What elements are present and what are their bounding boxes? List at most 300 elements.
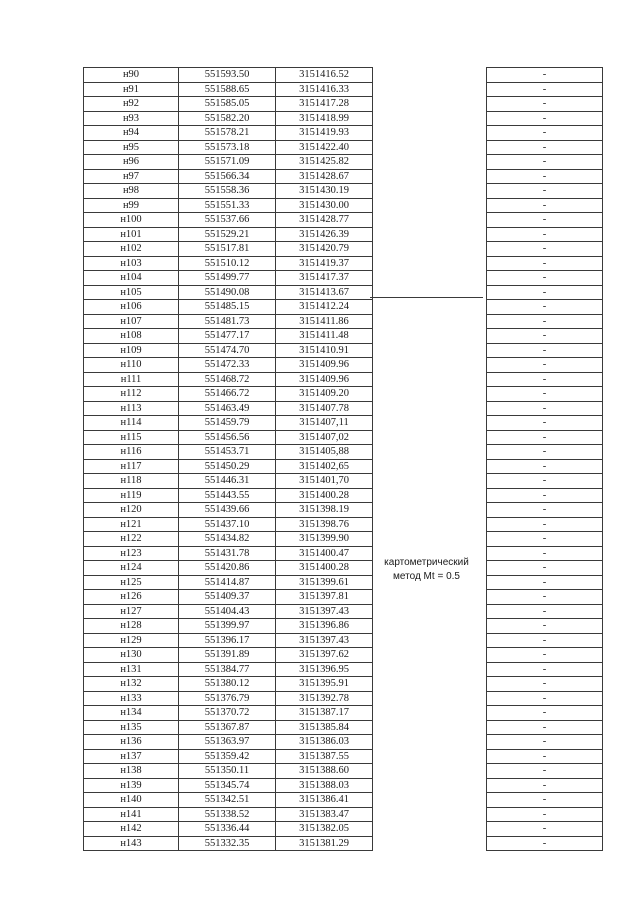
point-cell: н96 xyxy=(84,155,179,170)
table-row xyxy=(84,169,603,184)
table-row xyxy=(84,764,603,779)
y-coordinate-cell: 3151396.86 xyxy=(276,619,373,634)
method-cell xyxy=(373,198,487,213)
x-coordinate-cell: 551367.87 xyxy=(179,720,276,735)
x-coordinate-cell: 551409.37 xyxy=(179,590,276,605)
table-row xyxy=(84,155,603,170)
point-cell: н110 xyxy=(84,358,179,373)
y-coordinate-cell: 3151397.81 xyxy=(276,590,373,605)
y-coordinate-cell: 3151417.37 xyxy=(276,271,373,286)
y-coordinate-cell: 3151399.90 xyxy=(276,532,373,547)
extra-cell: - xyxy=(487,735,603,750)
method-cell xyxy=(373,677,487,692)
table-row xyxy=(84,836,603,851)
method-cell xyxy=(373,807,487,822)
x-coordinate-cell: 551481.73 xyxy=(179,314,276,329)
method-cell xyxy=(373,488,487,503)
table-row xyxy=(84,445,603,460)
table-row xyxy=(84,807,603,822)
table-row xyxy=(84,749,603,764)
method-cell xyxy=(373,227,487,242)
method-cell xyxy=(373,213,487,228)
method-cell xyxy=(373,140,487,155)
point-cell: н109 xyxy=(84,343,179,358)
y-coordinate-cell: 3151401,70 xyxy=(276,474,373,489)
x-coordinate-cell: 551446.31 xyxy=(179,474,276,489)
y-coordinate-cell: 3151388.03 xyxy=(276,778,373,793)
y-coordinate-cell: 3151399.61 xyxy=(276,575,373,590)
point-cell: н105 xyxy=(84,285,179,300)
extra-cell: - xyxy=(487,445,603,460)
y-coordinate-cell: 3151407,02 xyxy=(276,430,373,445)
extra-cell: - xyxy=(487,488,603,503)
y-coordinate-cell: 3151426.39 xyxy=(276,227,373,242)
x-coordinate-cell: 551391.89 xyxy=(179,648,276,663)
method-cell xyxy=(373,68,487,83)
point-cell: н129 xyxy=(84,633,179,648)
table-row xyxy=(84,387,603,402)
method-cell xyxy=(373,532,487,547)
method-cell xyxy=(373,459,487,474)
extra-cell: - xyxy=(487,590,603,605)
table-row xyxy=(84,619,603,634)
method-note xyxy=(370,556,483,584)
y-coordinate-cell: 3151387.55 xyxy=(276,749,373,764)
extra-cell: - xyxy=(487,155,603,170)
y-coordinate-cell: 3151400.47 xyxy=(276,546,373,561)
point-cell: н125 xyxy=(84,575,179,590)
method-cell xyxy=(373,517,487,532)
table-row xyxy=(84,401,603,416)
table-row xyxy=(84,329,603,344)
point-cell: н115 xyxy=(84,430,179,445)
x-coordinate-cell: 551359.42 xyxy=(179,749,276,764)
extra-cell: - xyxy=(487,416,603,431)
y-coordinate-cell: 3151405,88 xyxy=(276,445,373,460)
method-cell xyxy=(373,387,487,402)
x-coordinate-cell: 551466.72 xyxy=(179,387,276,402)
y-coordinate-cell: 3151428.77 xyxy=(276,213,373,228)
table-row xyxy=(84,198,603,213)
x-coordinate-cell: 551443.55 xyxy=(179,488,276,503)
x-coordinate-cell: 551380.12 xyxy=(179,677,276,692)
method-cell xyxy=(373,503,487,518)
method-cell xyxy=(373,314,487,329)
x-coordinate-cell: 551459.79 xyxy=(179,416,276,431)
table-row xyxy=(84,575,603,590)
extra-cell: - xyxy=(487,372,603,387)
point-cell: н95 xyxy=(84,140,179,155)
method-cell xyxy=(373,256,487,271)
extra-cell: - xyxy=(487,227,603,242)
extra-cell: - xyxy=(487,358,603,373)
table-row xyxy=(84,126,603,141)
x-coordinate-cell: 551477.17 xyxy=(179,329,276,344)
extra-cell: - xyxy=(487,764,603,779)
point-cell: н131 xyxy=(84,662,179,677)
extra-cell: - xyxy=(487,300,603,315)
method-cell xyxy=(373,358,487,373)
y-coordinate-cell: 3151417.28 xyxy=(276,97,373,112)
table-row xyxy=(84,82,603,97)
method-cell xyxy=(373,474,487,489)
table-row xyxy=(84,271,603,286)
extra-cell: - xyxy=(487,691,603,706)
extra-cell: - xyxy=(487,706,603,721)
method-cell xyxy=(373,126,487,141)
method-cell xyxy=(373,822,487,837)
method-cell xyxy=(373,300,487,315)
x-coordinate-cell: 551537.66 xyxy=(179,213,276,228)
table-row xyxy=(84,68,603,83)
method-cell xyxy=(373,604,487,619)
method-cell xyxy=(373,430,487,445)
y-coordinate-cell: 3151397.43 xyxy=(276,604,373,619)
extra-cell: - xyxy=(487,532,603,547)
y-coordinate-cell: 3151411.48 xyxy=(276,329,373,344)
table-row xyxy=(84,691,603,706)
x-coordinate-cell: 551384.77 xyxy=(179,662,276,677)
x-coordinate-cell: 551472.33 xyxy=(179,358,276,373)
table-row xyxy=(84,416,603,431)
point-cell: н116 xyxy=(84,445,179,460)
point-cell: н141 xyxy=(84,807,179,822)
x-coordinate-cell: 551463.49 xyxy=(179,401,276,416)
point-cell: н143 xyxy=(84,836,179,851)
y-coordinate-cell: 3151430.00 xyxy=(276,198,373,213)
point-cell: н100 xyxy=(84,213,179,228)
coordinates-table xyxy=(83,67,603,851)
x-coordinate-cell: 551396.17 xyxy=(179,633,276,648)
x-coordinate-cell: 551588.65 xyxy=(179,82,276,97)
extra-cell: - xyxy=(487,401,603,416)
method-cell xyxy=(373,590,487,605)
table-row xyxy=(84,793,603,808)
extra-cell: - xyxy=(487,604,603,619)
y-coordinate-cell: 3151402,65 xyxy=(276,459,373,474)
extra-cell: - xyxy=(487,619,603,634)
extra-cell: - xyxy=(487,111,603,126)
point-cell: н90 xyxy=(84,68,179,83)
y-coordinate-cell: 3151425.82 xyxy=(276,155,373,170)
point-cell: н136 xyxy=(84,735,179,750)
x-coordinate-cell: 551573.18 xyxy=(179,140,276,155)
x-coordinate-cell: 551456.56 xyxy=(179,430,276,445)
x-coordinate-cell: 551439.66 xyxy=(179,503,276,518)
x-coordinate-cell: 551551.33 xyxy=(179,198,276,213)
point-cell: н132 xyxy=(84,677,179,692)
extra-cell: - xyxy=(487,822,603,837)
point-cell: н108 xyxy=(84,329,179,344)
x-coordinate-cell: 551529.21 xyxy=(179,227,276,242)
point-cell: н99 xyxy=(84,198,179,213)
x-coordinate-cell: 551437.10 xyxy=(179,517,276,532)
table-row xyxy=(84,97,603,112)
table-row xyxy=(84,590,603,605)
point-cell: н134 xyxy=(84,706,179,721)
extra-cell: - xyxy=(487,140,603,155)
method-column-divider xyxy=(370,297,483,298)
method-cell xyxy=(373,706,487,721)
point-cell: н135 xyxy=(84,720,179,735)
point-cell: н118 xyxy=(84,474,179,489)
extra-cell: - xyxy=(487,285,603,300)
y-coordinate-cell: 3151411.86 xyxy=(276,314,373,329)
table-row xyxy=(84,314,603,329)
extra-cell: - xyxy=(487,68,603,83)
y-coordinate-cell: 3151400.28 xyxy=(276,488,373,503)
table-row xyxy=(84,604,603,619)
table-row xyxy=(84,242,603,257)
extra-cell: - xyxy=(487,662,603,677)
method-cell xyxy=(373,764,487,779)
method-cell xyxy=(373,619,487,634)
point-cell: н140 xyxy=(84,793,179,808)
y-coordinate-cell: 3151388.60 xyxy=(276,764,373,779)
y-coordinate-cell: 3151410.91 xyxy=(276,343,373,358)
y-coordinate-cell: 3151398.76 xyxy=(276,517,373,532)
point-cell: н121 xyxy=(84,517,179,532)
point-cell: н139 xyxy=(84,778,179,793)
table-row xyxy=(84,227,603,242)
method-note-line1: картометрический xyxy=(384,557,469,568)
extra-cell: - xyxy=(487,648,603,663)
point-cell: н123 xyxy=(84,546,179,561)
x-coordinate-cell: 551338.52 xyxy=(179,807,276,822)
point-cell: н97 xyxy=(84,169,179,184)
coordinates-table-body xyxy=(84,68,603,851)
y-coordinate-cell: 3151387.17 xyxy=(276,706,373,721)
extra-cell: - xyxy=(487,836,603,851)
x-coordinate-cell: 551474.70 xyxy=(179,343,276,358)
extra-cell: - xyxy=(487,256,603,271)
table-row xyxy=(84,648,603,663)
extra-cell: - xyxy=(487,184,603,199)
y-coordinate-cell: 3151386.03 xyxy=(276,735,373,750)
extra-cell: - xyxy=(487,343,603,358)
x-coordinate-cell: 551345.74 xyxy=(179,778,276,793)
y-coordinate-cell: 3151396.95 xyxy=(276,662,373,677)
extra-cell: - xyxy=(487,169,603,184)
extra-cell: - xyxy=(487,807,603,822)
point-cell: н104 xyxy=(84,271,179,286)
extra-cell: - xyxy=(487,749,603,764)
y-coordinate-cell: 3151392.78 xyxy=(276,691,373,706)
table-row xyxy=(84,459,603,474)
point-cell: н137 xyxy=(84,749,179,764)
table-row xyxy=(84,822,603,837)
x-coordinate-cell: 551404.43 xyxy=(179,604,276,619)
y-coordinate-cell: 3151418.99 xyxy=(276,111,373,126)
x-coordinate-cell: 551566.34 xyxy=(179,169,276,184)
point-cell: н98 xyxy=(84,184,179,199)
table-row xyxy=(84,546,603,561)
point-cell: н107 xyxy=(84,314,179,329)
table-row xyxy=(84,720,603,735)
method-cell xyxy=(373,242,487,257)
table-row xyxy=(84,503,603,518)
method-cell xyxy=(373,720,487,735)
y-coordinate-cell: 3151386.41 xyxy=(276,793,373,808)
y-coordinate-cell: 3151400.28 xyxy=(276,561,373,576)
point-cell: н113 xyxy=(84,401,179,416)
method-cell xyxy=(373,416,487,431)
point-cell: н112 xyxy=(84,387,179,402)
x-coordinate-cell: 551350.11 xyxy=(179,764,276,779)
point-cell: н117 xyxy=(84,459,179,474)
y-coordinate-cell: 3151416.33 xyxy=(276,82,373,97)
point-cell: н119 xyxy=(84,488,179,503)
extra-cell: - xyxy=(487,314,603,329)
table-row xyxy=(84,735,603,750)
point-cell: н142 xyxy=(84,822,179,837)
method-cell xyxy=(373,111,487,126)
point-cell: н138 xyxy=(84,764,179,779)
y-coordinate-cell: 3151397.62 xyxy=(276,648,373,663)
method-cell xyxy=(373,401,487,416)
extra-cell: - xyxy=(487,778,603,793)
table-row xyxy=(84,706,603,721)
method-cell xyxy=(373,184,487,199)
method-cell xyxy=(373,662,487,677)
method-cell xyxy=(373,343,487,358)
table-row xyxy=(84,677,603,692)
x-coordinate-cell: 551578.21 xyxy=(179,126,276,141)
extra-cell: - xyxy=(487,97,603,112)
table-row xyxy=(84,213,603,228)
extra-cell: - xyxy=(487,213,603,228)
table-row xyxy=(84,343,603,358)
y-coordinate-cell: 3151409.96 xyxy=(276,358,373,373)
x-coordinate-cell: 551499.77 xyxy=(179,271,276,286)
x-coordinate-cell: 551571.09 xyxy=(179,155,276,170)
y-coordinate-cell: 3151416.52 xyxy=(276,68,373,83)
y-coordinate-cell: 3151419.37 xyxy=(276,256,373,271)
method-cell xyxy=(373,445,487,460)
x-coordinate-cell: 551490.08 xyxy=(179,285,276,300)
point-cell: н102 xyxy=(84,242,179,257)
y-coordinate-cell: 3151413.67 xyxy=(276,285,373,300)
extra-cell: - xyxy=(487,546,603,561)
extra-cell: - xyxy=(487,430,603,445)
method-cell xyxy=(373,329,487,344)
method-cell xyxy=(373,82,487,97)
extra-cell: - xyxy=(487,198,603,213)
point-cell: н124 xyxy=(84,561,179,576)
x-coordinate-cell: 551468.72 xyxy=(179,372,276,387)
method-cell xyxy=(373,836,487,851)
point-cell: н94 xyxy=(84,126,179,141)
y-coordinate-cell: 3151385.84 xyxy=(276,720,373,735)
y-coordinate-cell: 3151428.67 xyxy=(276,169,373,184)
x-coordinate-cell: 551510.12 xyxy=(179,256,276,271)
table-row xyxy=(84,300,603,315)
x-coordinate-cell: 551450.29 xyxy=(179,459,276,474)
extra-cell: - xyxy=(487,633,603,648)
x-coordinate-cell: 551332.35 xyxy=(179,836,276,851)
point-cell: н91 xyxy=(84,82,179,97)
point-cell: н133 xyxy=(84,691,179,706)
method-cell xyxy=(373,169,487,184)
table-row xyxy=(84,474,603,489)
point-cell: н111 xyxy=(84,372,179,387)
point-cell: н106 xyxy=(84,300,179,315)
table-row xyxy=(84,140,603,155)
extra-cell: - xyxy=(487,720,603,735)
method-cell xyxy=(373,155,487,170)
point-cell: н101 xyxy=(84,227,179,242)
method-cell xyxy=(373,749,487,764)
y-coordinate-cell: 3151381.29 xyxy=(276,836,373,851)
method-cell xyxy=(373,648,487,663)
x-coordinate-cell: 551370.72 xyxy=(179,706,276,721)
method-note-line2: метод Mt = 0.5 xyxy=(393,571,460,582)
x-coordinate-cell: 551593.50 xyxy=(179,68,276,83)
point-cell: н120 xyxy=(84,503,179,518)
table-row xyxy=(84,561,603,576)
extra-cell: - xyxy=(487,387,603,402)
point-cell: н126 xyxy=(84,590,179,605)
point-cell: н93 xyxy=(84,111,179,126)
method-cell xyxy=(373,633,487,648)
table-row xyxy=(84,358,603,373)
x-coordinate-cell: 551399.97 xyxy=(179,619,276,634)
point-cell: н114 xyxy=(84,416,179,431)
y-coordinate-cell: 3151407.78 xyxy=(276,401,373,416)
x-coordinate-cell: 551485.15 xyxy=(179,300,276,315)
method-cell xyxy=(373,97,487,112)
y-coordinate-cell: 3151419.93 xyxy=(276,126,373,141)
y-coordinate-cell: 3151398.19 xyxy=(276,503,373,518)
extra-cell: - xyxy=(487,793,603,808)
x-coordinate-cell: 551558.36 xyxy=(179,184,276,199)
y-coordinate-cell: 3151395.91 xyxy=(276,677,373,692)
x-coordinate-cell: 551582.20 xyxy=(179,111,276,126)
x-coordinate-cell: 551342.51 xyxy=(179,793,276,808)
y-coordinate-cell: 3151382.05 xyxy=(276,822,373,837)
y-coordinate-cell: 3151420.79 xyxy=(276,242,373,257)
x-coordinate-cell: 551336.44 xyxy=(179,822,276,837)
y-coordinate-cell: 3151409.96 xyxy=(276,372,373,387)
table-row xyxy=(84,372,603,387)
x-coordinate-cell: 551414.87 xyxy=(179,575,276,590)
y-coordinate-cell: 3151422.40 xyxy=(276,140,373,155)
x-coordinate-cell: 551376.79 xyxy=(179,691,276,706)
x-coordinate-cell: 551517.81 xyxy=(179,242,276,257)
x-coordinate-cell: 551434.82 xyxy=(179,532,276,547)
x-coordinate-cell: 551585.05 xyxy=(179,97,276,112)
table-row xyxy=(84,256,603,271)
extra-cell: - xyxy=(487,459,603,474)
method-cell xyxy=(373,372,487,387)
point-cell: н122 xyxy=(84,532,179,547)
table-row xyxy=(84,778,603,793)
x-coordinate-cell: 551453.71 xyxy=(179,445,276,460)
x-coordinate-cell: 551420.86 xyxy=(179,561,276,576)
extra-cell: - xyxy=(487,677,603,692)
y-coordinate-cell: 3151409.20 xyxy=(276,387,373,402)
table-row xyxy=(84,430,603,445)
extra-cell: - xyxy=(487,242,603,257)
method-cell xyxy=(373,735,487,750)
extra-cell: - xyxy=(487,517,603,532)
table-row xyxy=(84,662,603,677)
y-coordinate-cell: 3151412.24 xyxy=(276,300,373,315)
y-coordinate-cell: 3151397.43 xyxy=(276,633,373,648)
table-row xyxy=(84,488,603,503)
point-cell: н103 xyxy=(84,256,179,271)
table-row xyxy=(84,111,603,126)
